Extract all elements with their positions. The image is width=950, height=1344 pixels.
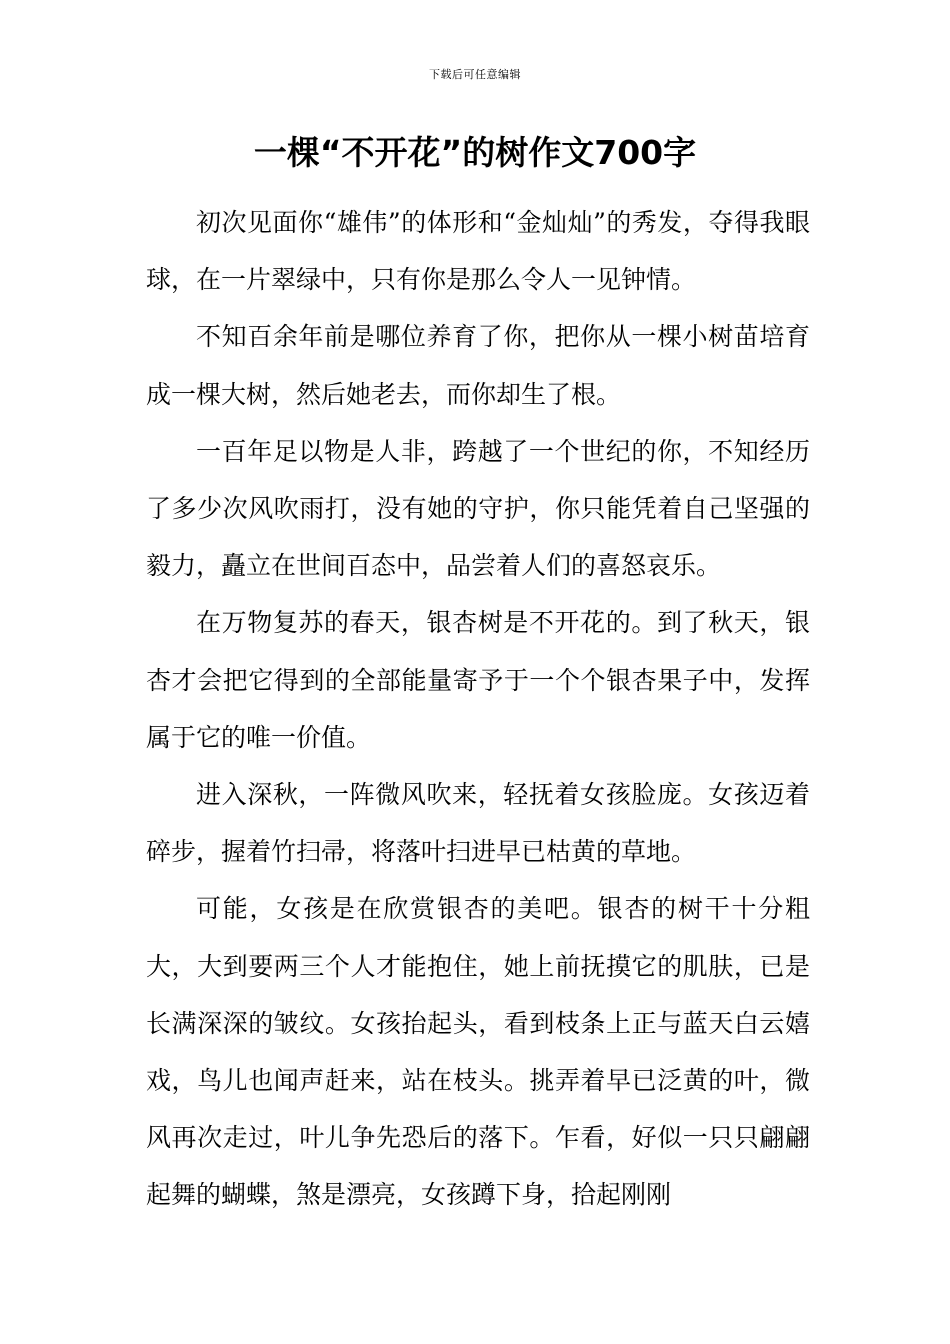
paragraph: 一百年足以物是人非，跨越了一个世纪的你，不知经历了多少次风吹雨打，没有她的守护，你只能凭着自己坚强的毅力，矗立在世间百态中，品尝着人们的喜怒哀乐。 xyxy=(146,436,810,581)
paragraph: 进入深秋，一阵微风吹来，轻抚着女孩脸庞。女孩迈着碎步，握着竹扫帚，将落叶扫进早已枯黄的草地。 xyxy=(146,780,810,867)
paragraph: 在万物复苏的春天，银杏树是不开花的。到了秋天，银杏才会把它得到的全部能量寄予于一个个银杏果子中，发挥属于它的唯一价值。 xyxy=(146,608,810,752)
document-body xyxy=(146,194,810,1224)
paragraph: 不知百余年前是哪位养育了你，把你从一棵小树苗培育成一棵大树，然后她老去，而你却生了根。 xyxy=(146,322,810,409)
page-header-note: 下载后可任意编辑 xyxy=(429,68,521,81)
paragraph: 可能，女孩是在欣赏银杏的美吧。银杏的树干十分粗大，大到要两三个人才能抱住，她上前抚摸它的肌肤，已是长满深深的皱纹。女孩抬起头，看到枝条上正与蓝天白云嬉戏，鸟儿也闻声赶来，站在枝头。挑弄着早已泛黄的叶，微风再次走过，叶儿争先恐后的落下。乍看，好似一只只翩翩起舞的蝴蝶，煞是漂亮，女孩蹲下身，拾起刚刚 xyxy=(146,894,810,1210)
document-title: 一棵“不开花”的树作文700字 xyxy=(253,133,697,172)
paragraph: 初次见面你“雄伟”的体形和“金灿灿”的秀发，夺得我眼球，在一片翠绿中，只有你是那么令人一见钟情。 xyxy=(146,208,810,295)
